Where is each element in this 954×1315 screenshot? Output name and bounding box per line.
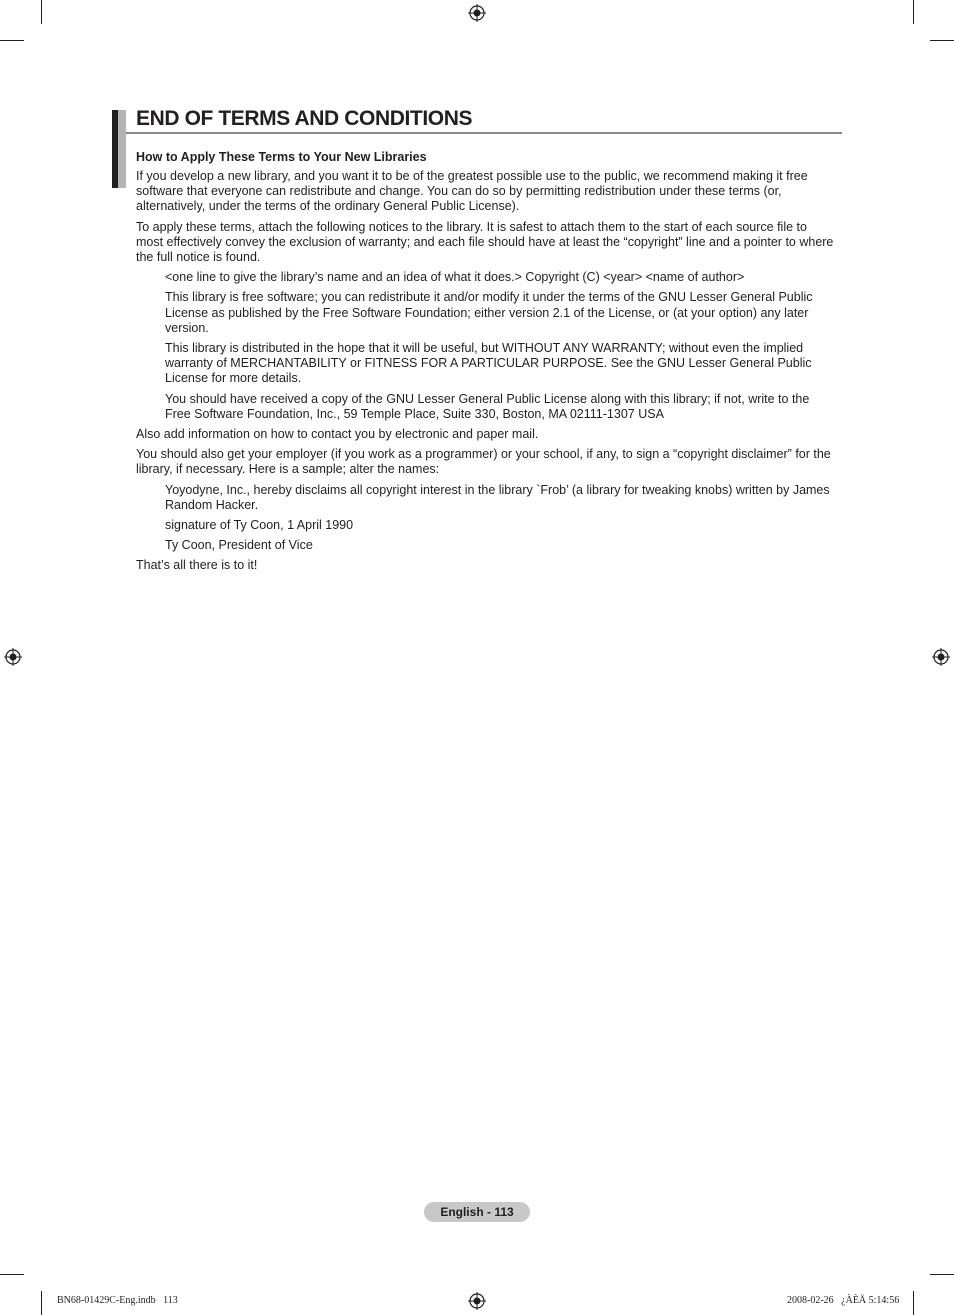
paragraph: That’s all there is to it! [136, 558, 258, 573]
crop-mark [913, 1291, 914, 1315]
registration-mark-icon [932, 648, 950, 666]
crop-mark [0, 1274, 24, 1275]
print-slug-timestamp: 2008-02-26 ¿ÀÈÄ 5:14:56 [787, 1295, 900, 1306]
paragraph: Also add information on how to contact you by electronic and paper mail. [136, 427, 539, 442]
page-title: END OF TERMS AND CONDITIONS [136, 107, 473, 130]
crop-mark [41, 0, 42, 24]
crop-mark [913, 0, 914, 24]
notice-line: This library is distributed in the hope that it will be useful, but WITHOUT ANY WARRANTY; without even the implied warranty of MERCHANTABILITY or FITNESS FOR A PARTICULAR PURPOSE. See the GNU Lesser General Public License for more details. [165, 341, 812, 386]
print-slug-file: BN68-01429C-Eng.indb 113 [57, 1295, 178, 1306]
notice-line: You should have received a copy of the GNU Lesser General Public License along with this library; if not, write to the Free Software Foundation, Inc., 59 Temple Place, Suite 330, Boston, MA 02111-1307 USA [165, 391, 810, 421]
registration-mark-icon [468, 4, 486, 22]
sample-line: Yoyodyne, Inc., hereby disclaims all copyright interest in the library `Frob’ (a library for tweaking knobs) written by James Random Hacker. [165, 482, 830, 512]
paragraph: To apply these terms, attach the following notices to the library. It is safest to attach them to the start of each source file to most effectively convey the exclusion of warranty; and each file should have at least the “copyright” line and a pointer to where the full notice is found. [136, 219, 834, 265]
sample-line: Ty Coon, President of Vice [165, 538, 313, 553]
sample-line: signature of Ty Coon, 1 April 1990 [165, 518, 354, 533]
registration-mark-icon [4, 648, 22, 666]
title-divider [126, 132, 842, 134]
registration-mark-icon [468, 1292, 486, 1310]
crop-mark [41, 1291, 42, 1315]
crop-mark [930, 1274, 954, 1275]
paragraph: If you develop a new library, and you want it to be of the greatest possible use to the public, we recommend making it free software that everyone can redistribute and change. You can do so by permitting redistribution under these terms (or, alternatively, under the terms of the ordinary General Public License). [136, 169, 808, 214]
body-content [136, 149, 836, 579]
notice-line: This library is free software; you can redistribute it and/or modify it under the terms of the GNU Lesser General Public License as published by the Free Software Foundation; either version 2.1 of the License, or (at your option) any later version. [165, 290, 813, 335]
section-marker [118, 110, 126, 188]
subsection-heading: How to Apply These Terms to Your New Libraries [136, 150, 427, 164]
crop-mark [0, 40, 24, 41]
crop-mark [930, 40, 954, 41]
page-number: English - 113 [424, 1202, 530, 1222]
notice-line: <one line to give the library’s name and an idea of what it does.> Copyright (C) <year> <name of author> [165, 270, 745, 285]
paragraph: You should also get your employer (if you work as a programmer) or your school, if any, to sign a “copyright disclaimer” for the library, if necessary. Here is a sample; alter the names: [136, 447, 831, 477]
